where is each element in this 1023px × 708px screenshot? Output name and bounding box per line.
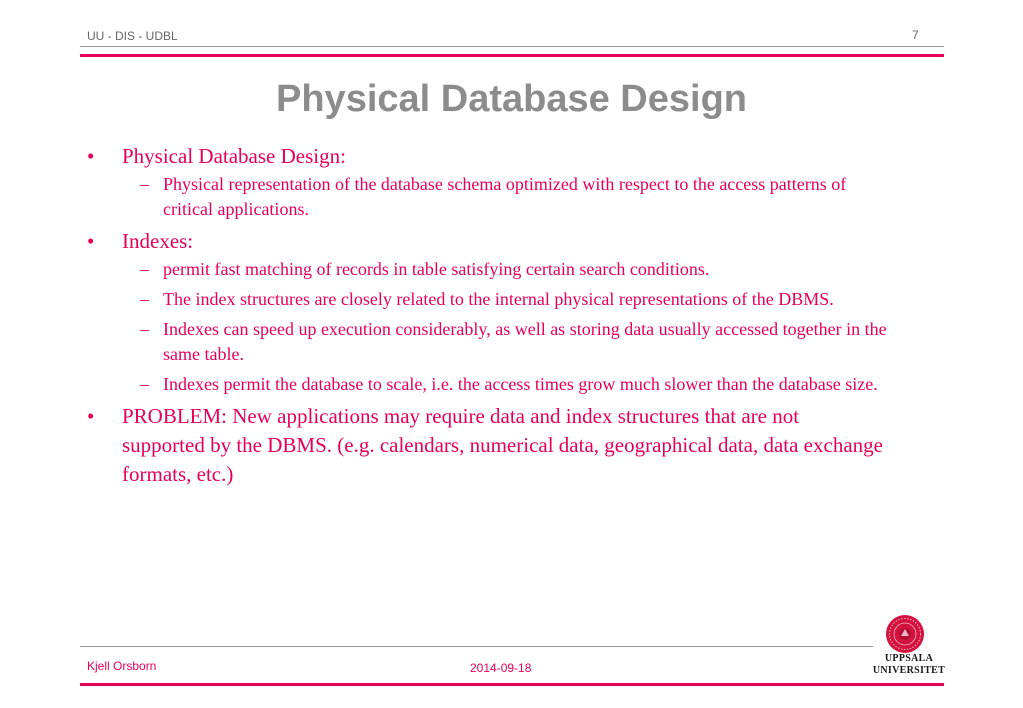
- bullet-item: [87, 142, 887, 171]
- dash-marker: –: [140, 289, 149, 309]
- sub-bullet-text: The index structures are closely related to the internal physical representations of the DBMS.: [163, 289, 834, 309]
- sub-bullet-item: [87, 317, 887, 367]
- footer-date: 2014-09-18: [470, 661, 532, 675]
- sub-bullet-text: Physical representation of the database schema optimized with respect to the access patterns of critical applications.: [163, 174, 847, 219]
- sub-bullet-item: [87, 172, 887, 222]
- sub-bullet-text: Indexes permit the database to scale, i.e. the access times grow much slower than the database size.: [163, 374, 878, 394]
- university-wordmark: [868, 653, 950, 677]
- bullet-marker: •: [87, 404, 95, 428]
- dash-marker: –: [140, 374, 149, 394]
- footer-accent-line: [80, 683, 944, 686]
- university-seal-icon: [885, 614, 925, 654]
- footer-divider: [80, 646, 873, 647]
- slide-content: [87, 142, 887, 490]
- dash-marker: –: [140, 259, 149, 279]
- sub-bullet-item: [87, 372, 887, 397]
- bullet-marker: •: [87, 144, 95, 168]
- dash-marker: –: [140, 319, 149, 339]
- wordmark-line2: UNIVERSITET: [872, 665, 946, 676]
- bullet-text: Physical Database Design:: [122, 144, 346, 168]
- bullet-marker: •: [87, 229, 95, 253]
- bullet-item: [87, 402, 887, 489]
- dash-marker: –: [140, 174, 149, 194]
- header-accent-line: [80, 54, 944, 57]
- bullet-text: PROBLEM: New applications may require data and index structures that are not supported by the DBMS. (e.g. calendars, numerical data, geographical data, data exchange formats, etc.): [122, 404, 883, 486]
- page-number: 7: [912, 28, 919, 42]
- header-divider: [80, 46, 944, 47]
- header-course: UU - DIS - UDBL: [87, 29, 178, 43]
- sub-bullet-item: [87, 287, 887, 312]
- bullet-text: Indexes:: [122, 229, 194, 253]
- wordmark-line1: UPPSALA: [884, 653, 934, 664]
- sub-bullet-text: Indexes can speed up execution considerably, as well as storing data usually accessed together in the same table.: [163, 319, 887, 364]
- footer-author: Kjell Orsborn: [87, 659, 157, 673]
- slide-title: Physical Database Design: [276, 78, 747, 120]
- sub-bullet-item: [87, 257, 887, 282]
- sub-bullet-text: permit fast matching of records in table satisfying certain search conditions.: [163, 259, 710, 279]
- bullet-item: [87, 227, 887, 256]
